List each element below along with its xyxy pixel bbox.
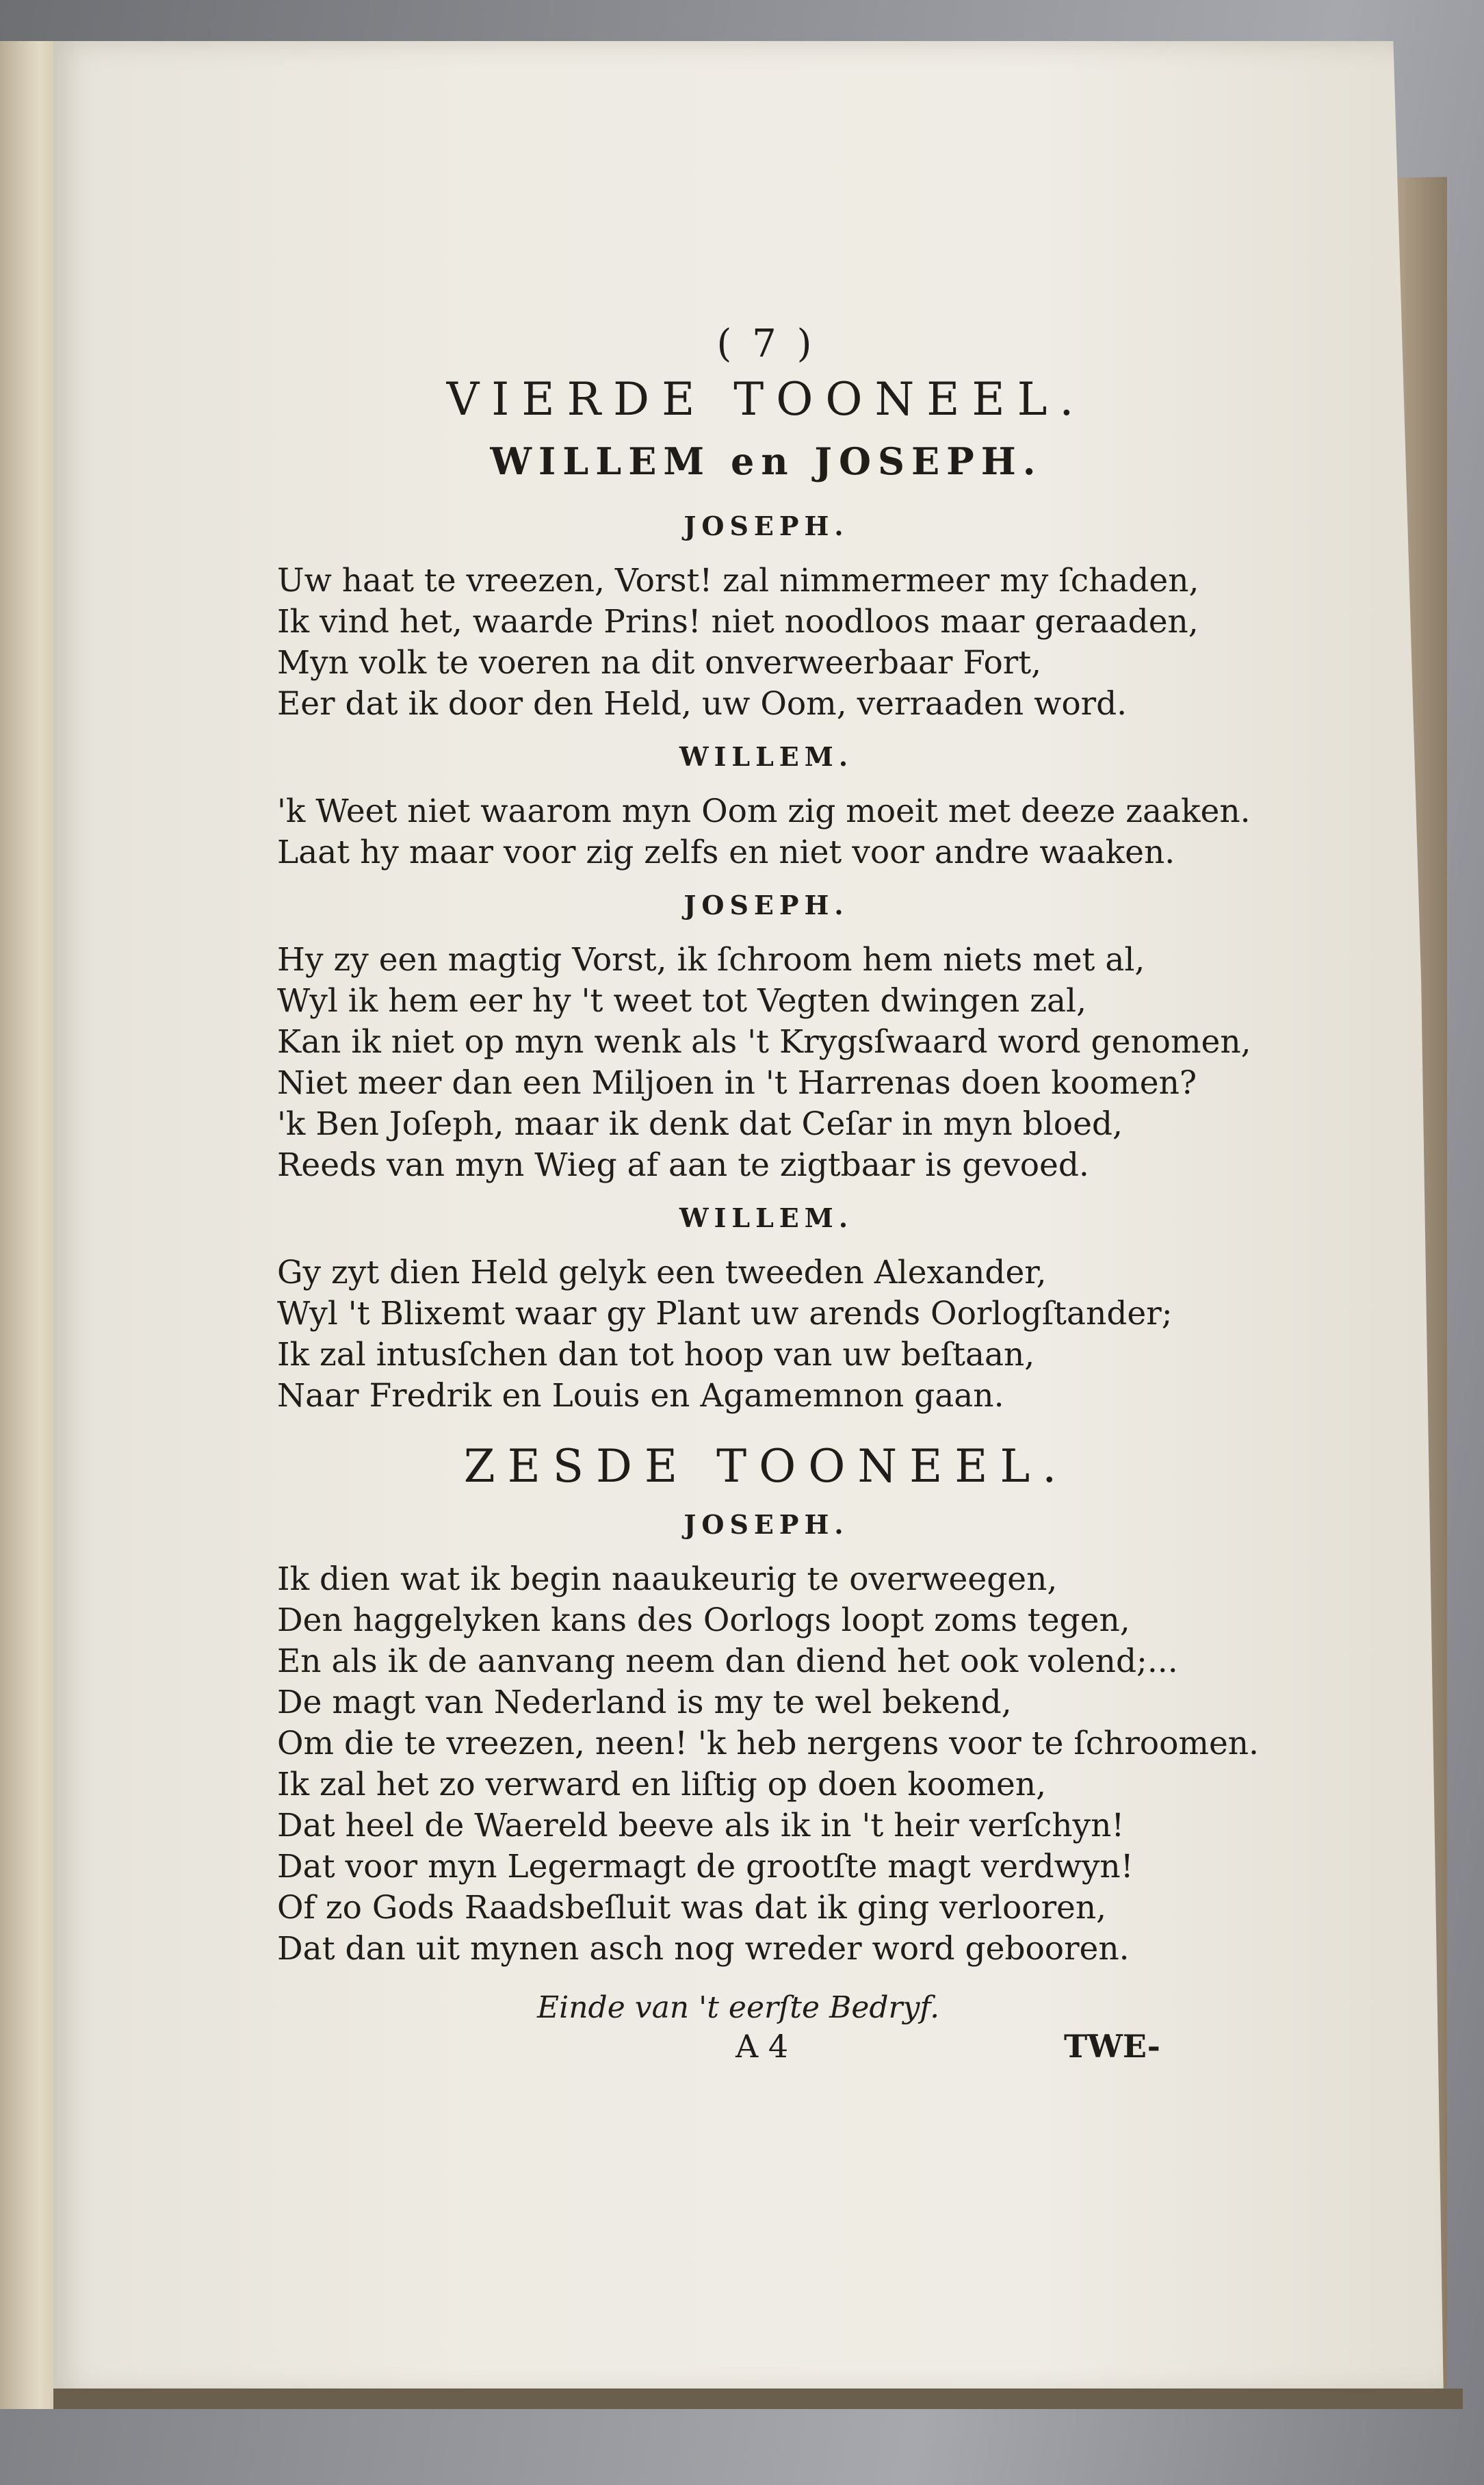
verse-line: Of zo Gods Raadsbeſluit was dat ik ging verlooren, bbox=[277, 1889, 1107, 1927]
verse-line: Wyl ik hem eer hy 't weet tot Vegten dwingen zal, bbox=[277, 982, 1087, 1020]
speech bbox=[277, 561, 1199, 725]
verse-line: Dat heel de Waereld beeve als ik in 't heir verſchyn! bbox=[277, 1807, 1125, 1844]
verse-line: Ik dien wat ik begin naaukeurig te overweegen, bbox=[277, 1560, 1058, 1598]
page-bottom-shadow bbox=[53, 2389, 1463, 2409]
page-text bbox=[277, 322, 1259, 2069]
act-ending: Einde van 't eerſte Bedryf. bbox=[537, 1990, 940, 2025]
verse-line: Niet meer dan een Miljoen in 't Harrenas doen koomen? bbox=[277, 1064, 1197, 1102]
speaker-name: WILLEM. bbox=[679, 741, 854, 772]
verse-line: Hy zy een magtig Vorst, ik ſchroom hem niets met al, bbox=[277, 941, 1145, 979]
verse-line: Den haggelyken kans des Oorlogs loopt zoms tegen, bbox=[277, 1601, 1130, 1639]
verse-line: 'k Weet niet waarom myn Oom zig moeit met deeze zaaken. bbox=[277, 793, 1251, 830]
verse-line: Laat hy maar voor zig zelfs en niet voor andre waaken. bbox=[277, 834, 1175, 871]
verse-line: Myn volk te voeren na dit onverweerbaar Fort, bbox=[277, 644, 1042, 682]
verse-line: Gy zyt dien Held gelyk een tweeden Alexander, bbox=[277, 1254, 1047, 1291]
verse-line: Dat dan uit mynen asch nog wreder word gebooren. bbox=[277, 1930, 1130, 1968]
page-footer bbox=[277, 2028, 1167, 2069]
scene-title: VIERDE TOONEEL. bbox=[446, 373, 1086, 426]
speaker-name: JOSEPH. bbox=[684, 511, 849, 541]
speaker-name: JOSEPH. bbox=[684, 1509, 849, 1540]
catchword: TWE- bbox=[1064, 2028, 1160, 2065]
page-number: ( 7 ) bbox=[716, 322, 816, 366]
speech bbox=[277, 940, 1251, 1186]
verse-line: De magt van Nederland is my te wel bekend, bbox=[277, 1684, 1012, 1721]
scene-characters: WILLEM en JOSEPH. bbox=[490, 439, 1043, 483]
verse-line: Dat voor myn Legermagt de grootſte magt verdwyn! bbox=[277, 1848, 1134, 1885]
verse-line: Naar Fredrik en Louis en Agamemnon gaan. bbox=[277, 1377, 1004, 1415]
scene-title: ZESDE TOONEEL. bbox=[463, 1440, 1069, 1493]
verse-line: 'k Ben Joſeph, maar ik denk dat Ceſar in myn bloed, bbox=[277, 1105, 1123, 1143]
speaker-name: JOSEPH. bbox=[684, 890, 849, 920]
verse-line: En als ik de aanvang neem dan diend het ook volend;... bbox=[277, 1643, 1178, 1680]
verse-line: Ik vind het, waarde Prins! niet noodloos maar geraaden, bbox=[277, 603, 1199, 641]
speaker-name: WILLEM. bbox=[679, 1202, 854, 1233]
speech bbox=[277, 1559, 1259, 1970]
verse-line: Eer dat ik door den Held, uw Oom, verraaden word. bbox=[277, 685, 1128, 723]
signature-mark: A 4 bbox=[736, 2028, 789, 2065]
verse-line: Wyl 't Blixemt waar gy Plant uw arends Oorlogſtander; bbox=[277, 1295, 1173, 1332]
verse-line: Ik zal intusſchen dan tot hoop van uw beſtaan, bbox=[277, 1336, 1035, 1374]
verse-line: Kan ik niet op myn wenk als 't Krygsſwaard word genomen, bbox=[277, 1023, 1251, 1061]
verse-line: Uw haat te vreezen, Vorst! zal nimmermeer my ſchaden, bbox=[277, 562, 1199, 600]
verse-line: Reeds van myn Wieg af aan te zigtbaar is gevoed. bbox=[277, 1146, 1089, 1184]
verse-line: Om die te vreezen, neen! 'k heb nergens voor te ſchroomen. bbox=[277, 1725, 1259, 1762]
verse-line: Ik zal het zo verward en liſtig op doen koomen, bbox=[277, 1766, 1047, 1803]
speech bbox=[277, 791, 1251, 873]
speech bbox=[277, 1252, 1173, 1417]
